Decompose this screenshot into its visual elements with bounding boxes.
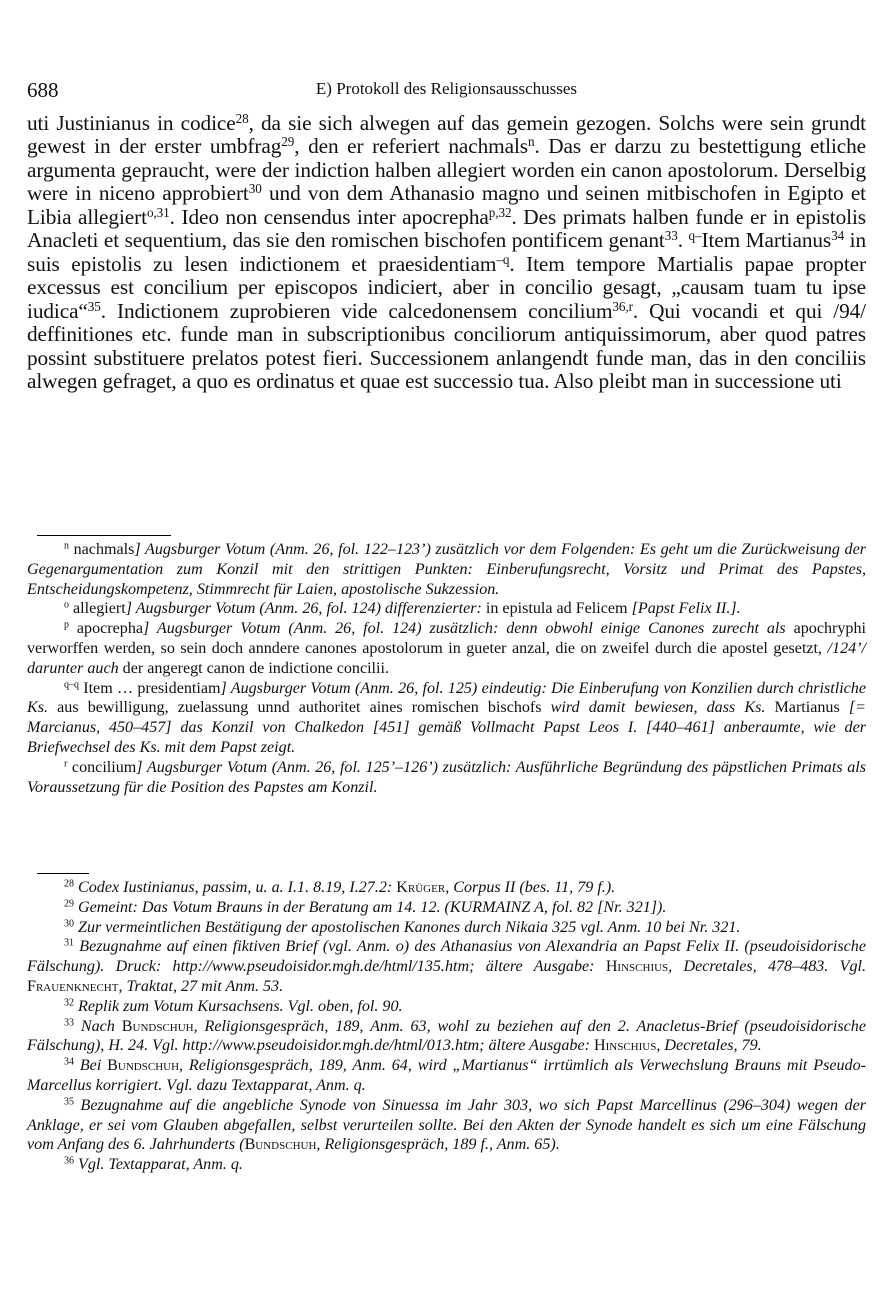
- note-marker: p,32: [488, 204, 512, 220]
- note-marker: 31: [64, 937, 74, 949]
- textual-note: [27, 619, 866, 678]
- note-marker: 34: [831, 228, 845, 244]
- text-segment: Replik zum Votum Kursachsens. Vgl. oben, fol. 90.: [73, 997, 403, 1015]
- text-segment: . Qui vocandi et qui /94/ deffinitiones etc. funde man in subscriptionibus conciliorum antiquissimorum, aber quod patres possint substituere prelatos potest fieri. Successionem anlangendt funde man, das in den conciliis alwegen gefraget, a quo es ordinatus et quae est successio tua. Also pleibt man in successione uti: [27, 298, 866, 393]
- footnote: [27, 1056, 866, 1096]
- note-marker: 35: [87, 298, 101, 314]
- note-marker: 36,r: [612, 298, 633, 314]
- text-segment: ] Augsburger Votum (Anm. 26, fol. 125) eindeutig: Die Einberufung von Konzilien durch christliche Ks.: [27, 679, 866, 717]
- text-segment: [Papst Felix II.].: [631, 600, 741, 618]
- text-segment: Vgl. Textapparat, Anm. q.: [73, 1156, 243, 1174]
- text-segment: Item … presidentiam: [78, 679, 221, 697]
- text-segment: der angeregt canon de indictione concilii.: [118, 659, 389, 677]
- text-segment: aus bewilligung, zuelassung unnd authoritet aines romischen bischofs: [48, 699, 551, 717]
- footnotes: [27, 878, 866, 1175]
- note-marker: 35: [64, 1096, 74, 1108]
- textual-note: [27, 599, 866, 619]
- text-segment: apocrepha: [68, 620, 144, 638]
- text-segment: Martianus: [765, 699, 849, 717]
- note-marker: –q: [496, 251, 510, 267]
- text-segment: , da sie sich alwegen auf das gemein gezogen. Solchs were sein grundt gewest in der erster umbfrag: [27, 111, 866, 159]
- main-text: [27, 112, 866, 393]
- running-title: E) Protokoll des Religionsausschusses: [315, 79, 578, 98]
- text-segment: /124’/ darunter auch: [27, 639, 866, 677]
- textual-apparatus: [27, 540, 866, 797]
- note-marker: q–: [688, 228, 702, 244]
- note-marker: 33: [664, 228, 678, 244]
- text-segment: Item Martianus: [701, 228, 832, 253]
- note-marker: n: [527, 134, 535, 150]
- text-segment: nachmals: [68, 541, 135, 558]
- page-header: [27, 78, 866, 104]
- note-marker: 30: [248, 181, 262, 197]
- text-segment: Bundschuh: [107, 1057, 180, 1075]
- text-segment: Bei: [73, 1057, 108, 1075]
- text-segment: , den er referiert nachmals: [294, 134, 528, 159]
- text-segment: Frauenknecht: [27, 977, 119, 995]
- footnote: [27, 918, 866, 938]
- text-segment: in epistula ad Felicem: [481, 600, 632, 618]
- text-segment: apochryphi verworffen werden, so sein doch anndere canones apostolorum in gueter anzal, die on zweifel durch die apostel gesetzt,: [27, 620, 866, 657]
- footnote: [27, 997, 866, 1017]
- text-segment: und von dem Athanasio magno und seinen mitbischofen in Egipto et Libia allegiert: [27, 181, 866, 229]
- note-marker: 29: [281, 134, 295, 150]
- text-segment: , Corpus II (bes. 11, 79 f.).: [445, 879, 616, 896]
- text-segment: . Des primats halben funde er in epistolis Anacleti et sequentium, das sie den romischen bischofen pontificem genant: [27, 204, 866, 253]
- text-segment: allegiert: [68, 600, 126, 618]
- text-segment: . Item tempore Martialis papae propter excessus est concilium per episcopos indiciert, aber in concilio gesagt, „causam tuam tu ipse iudica“: [27, 251, 867, 323]
- note-marker: o: [64, 599, 69, 611]
- note-marker: 28: [64, 878, 74, 890]
- text-segment: , Religionsgespräch, 189, Anm. 64, wird „Martianus“ irrtümlich als Verwechslung Brauns mit Pseudo-Marcellus korrigiert. Vgl. dazu Textapparat, Anm. q.: [27, 1057, 866, 1094]
- textual-notes-divider: [37, 535, 171, 536]
- text-segment: Gemeint: Das Votum Brauns in der Beratung am 14. 12. (KURMAINZ A, fol. 82 [Nr. 321]).: [73, 898, 667, 916]
- note-marker: 36: [64, 1155, 74, 1167]
- text-segment: Codex Iustinianus, passim, u. a. I.1. 8.19, I.27.2:: [73, 879, 397, 896]
- text-segment: . Indictionem zuprobieren vide calcedonensem concilium: [100, 298, 613, 323]
- footnote: [27, 1017, 866, 1057]
- main-paragraph: [27, 111, 866, 393]
- footnote: [27, 1096, 866, 1155]
- text-segment: , Traktat, 27 mit Anm. 53.: [118, 977, 284, 995]
- text-segment: ] Augsburger Votum (Anm. 26, fol. 124) zusätzlich: denn obwohl einige Canones zurecht als: [143, 620, 786, 638]
- note-marker: 28: [235, 110, 249, 126]
- textual-note: [27, 540, 866, 599]
- text-segment: Nach: [73, 1017, 122, 1035]
- text-segment: , Religionsgespräch, 189, Anm. 63, wohl zu beziehen auf den 2. Anacletus-Brief (pseudoisidorische Fälschung), H. 24. Vgl. http://www.pseudoisidor.mgh.de/html/013.htm; ältere Ausgabe:: [27, 1017, 866, 1055]
- text-segment: Hinschius: [593, 1037, 657, 1055]
- text-segment: wird damit bewiesen, dass Ks.: [550, 699, 766, 717]
- note-marker: r: [64, 758, 68, 770]
- footnote: [27, 898, 866, 918]
- note-marker: n: [64, 540, 69, 552]
- page-number: 688: [27, 78, 59, 102]
- note-marker: 33: [64, 1017, 74, 1029]
- text-segment: uti Justinianus in codice: [27, 111, 236, 135]
- note-marker: 29: [64, 898, 74, 910]
- text-segment: Bundschuh: [121, 1017, 194, 1035]
- text-segment: . Das er darzu zu bestettigung etliche argumenta gepraucht, were der indiction halben allegiert worden ein canon apostolorum. Derselbig were in niceno approbiert: [27, 134, 867, 206]
- text-segment: .: [677, 228, 689, 253]
- text-segment: Bezugnahme auf einen fiktiven Brief (vgl. Anm. o) des Athanasius von Alexandria an Papst Felix II. (pseudoisidorische Fälschung). Druck: http://www.pseudoisidor.mgh.de/html/135.htm; ältere Ausgabe:: [27, 938, 866, 976]
- note-marker: 34: [64, 1056, 74, 1068]
- text-segment: . Ideo non censendus inter apocrepha: [169, 204, 489, 229]
- note-marker: 30: [64, 918, 74, 930]
- text-segment: Bundschuh: [244, 1136, 317, 1154]
- text-segment: Hinschius: [605, 958, 669, 976]
- text-segment: [= Marcianus, 450–457] das Konzil von Chalkedon [451] gemäß Vollmacht Papst Leos I. [440–461] anberaumte, wie der Briefwechsel des Ks. mit dem Papst zeigt.: [27, 699, 866, 756]
- note-marker: o,31: [146, 204, 170, 220]
- textual-note: [27, 758, 866, 798]
- footnotes-divider: [37, 873, 89, 874]
- footnote: [27, 878, 866, 898]
- text-segment: , Decretales, 79.: [656, 1037, 762, 1055]
- text-segment: , Religionsgespräch, 189 f., Anm. 65).: [316, 1136, 560, 1154]
- text-segment: ] Augsburger Votum (Anm. 26, fol. 122–123’) zusätzlich vor dem Folgenden: Es geht um die Zurückweisung der Gegenargumentation zum Konzil mit den strittigen Punkten: Einberufungsrecht, Vorsitz und Primat des Papstes, Entscheidungskompetenz, Stimmrecht für Laien, apostolische Sukzession.: [27, 541, 866, 598]
- footnote: [27, 1155, 866, 1175]
- footnote: [27, 937, 866, 996]
- text-segment: Zur vermeintlichen Bestätigung der apostolischen Kanones durch Nikaia 325 vgl. Anm. 10 bei Nr. 321.: [73, 918, 741, 936]
- text-segment: , Decretales, 478–483. Vgl.: [668, 958, 866, 976]
- text-segment: Krüger: [396, 879, 446, 896]
- text-segment: Bezugnahme auf die angebliche Synode von Sinuessa im Jahr 303, wo sich Papst Marcellinus (296–304) wegen der Anklage, er sei vom Glauben abgefallen, selbst verurteilen sollte. Bei den Akten der Synode handelt es sich um eine Fälschung vom Anfang des 6. Jahrhunderts (: [27, 1096, 866, 1154]
- text-segment: ] Augsburger Votum (Anm. 26, fol. 125’–126’) zusätzlich: Ausführliche Begründung des päpstlichen Primats als Voraussetzung für die Position des Papstes am Konzil.: [27, 758, 866, 796]
- note-marker: 32: [64, 997, 74, 1009]
- text-segment: concilium: [67, 758, 137, 776]
- note-marker: p: [64, 619, 69, 631]
- textual-note: [27, 679, 866, 758]
- note-marker: q–q: [64, 679, 79, 691]
- text-segment: in suis epistolis zu lesen indictionem et praesidentiam: [27, 228, 867, 276]
- text-segment: ] Augsburger Votum (Anm. 26, fol. 124) differenzierter:: [125, 600, 482, 618]
